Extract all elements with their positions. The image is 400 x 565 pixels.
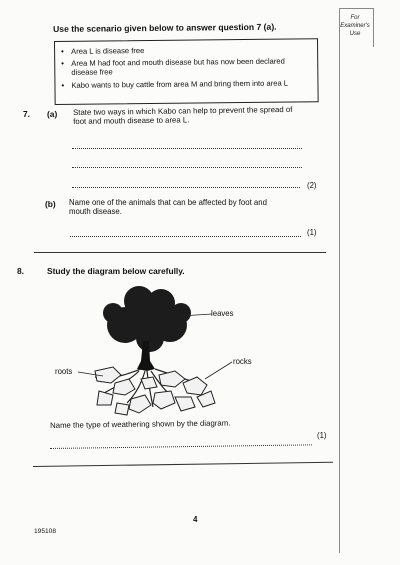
paper-code: 195108: [34, 528, 57, 535]
bullet-icon: •: [61, 58, 64, 68]
answer-line[interactable]: [70, 236, 301, 237]
question-7-number: 7.: [23, 109, 30, 119]
marks-7a: (2): [307, 181, 317, 190]
scenario-intro: Use the scenario given below to answer question 7 (a).: [53, 21, 277, 34]
weathering-diagram: [55, 283, 255, 423]
label-roots: roots: [55, 367, 73, 376]
question-7a-label: (a): [47, 109, 58, 119]
examiner-margin-line: [339, 8, 340, 553]
bullet-icon: •: [61, 46, 64, 56]
section-divider: [33, 462, 333, 467]
question-7a-text: State two ways in which Kabo can help to prevent the spread of foot and mouth disease to area L.: [73, 104, 293, 126]
answer-line[interactable]: [72, 148, 302, 149]
scenario-box: • Area L is disease free • Area M had foot and mouth disease but has now been declared disease free • Kabo wants to buy cattle from area M and bring them into area L: [54, 38, 319, 105]
question-7b-text: Name one of the animals that can be affected by foot and mouth disease.: [69, 198, 267, 216]
bullet-icon: •: [61, 80, 65, 90]
rock-layer: [95, 367, 215, 415]
marks-8: (1): [317, 431, 327, 440]
question-7b-label: (b): [45, 199, 56, 209]
answer-line[interactable]: [50, 444, 312, 449]
label-leaves: leaves: [211, 309, 234, 318]
page-number: 4: [193, 515, 198, 524]
section-divider: [34, 252, 326, 253]
examiner-use-label: For Examiner's Use: [340, 15, 370, 37]
marks-7b: (1): [307, 228, 317, 237]
rocks-pointer: [205, 362, 232, 379]
question-8-number: 8.: [17, 266, 24, 276]
question-8-question: Name the type of weathering shown by the diagram.: [50, 418, 231, 430]
answer-line[interactable]: [72, 167, 302, 168]
label-rocks: rocks: [233, 357, 252, 366]
question-8-text: Study the diagram below carefully.: [47, 266, 185, 276]
answer-line[interactable]: [72, 187, 300, 188]
